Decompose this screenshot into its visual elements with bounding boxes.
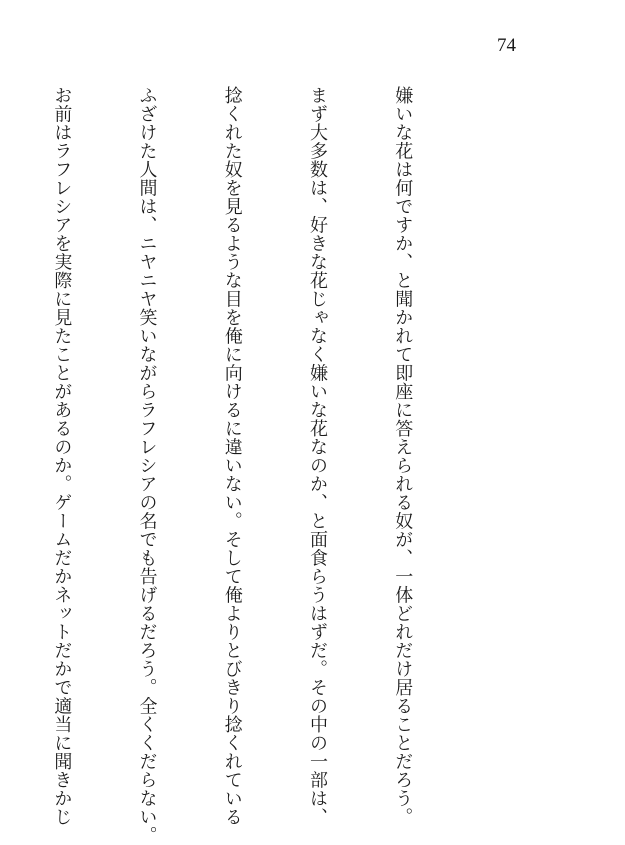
text-line: まず大多数は、好きな花じゃなく嫌いな花なのか、と面食らうはずだ。その中の一部は、	[306, 86, 328, 826]
text-line: 捻くれた奴を見るような目を俺に向けるに違いない。そして俺よりとびきり捻くれている	[221, 86, 243, 826]
text-line: ふざけた人間は、ニヤニヤ笑いながらラフレシアの名でも告げるだろう。全くくだらない。	[136, 86, 158, 845]
text-line: 嫌いな花は何ですか、と聞かれて即座に答えられる奴が、一体どれだけ居ることだろう。	[392, 86, 414, 826]
body-text	[0, 86, 473, 845]
text-line: お前はラフレシアを実際に見たことがあるのか。ゲームだかネットだかで適当に聞きかじ	[51, 86, 73, 826]
page-number: 74	[497, 35, 516, 56]
